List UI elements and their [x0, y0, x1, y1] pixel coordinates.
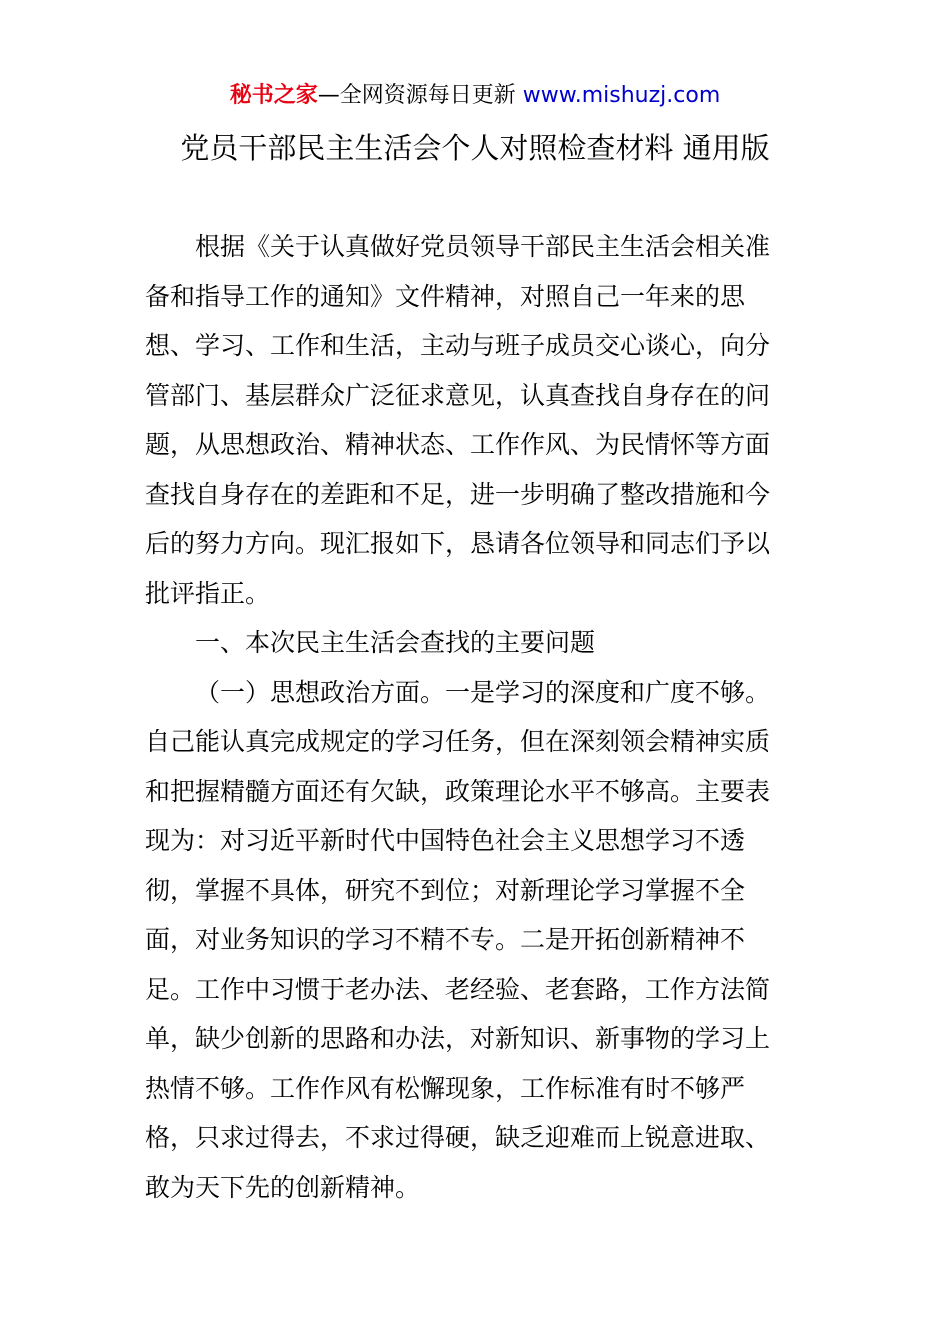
paragraph-line: 题，从思想政治、精神状态、工作作风、为民情怀等方面 [145, 430, 771, 459]
paragraph-line: 彻，掌握不具体，研究不到位；对新理论学习掌握不全 [145, 875, 746, 905]
brand-name: 秘书之家 [229, 83, 318, 108]
paragraph-line: 现为：对习近平新时代中国特色社会主义思想学习不透 [145, 826, 746, 855]
paragraph-line: 批评指正。 [145, 578, 271, 608]
paragraph-line: 敢为天下先的创新精神。 [145, 1172, 421, 1202]
paragraph-line: 自己能认真完成规定的学习任务，但在深刻领会精神实质 [145, 727, 771, 756]
paragraph-line: 管部门、基层群众广泛征求意见，认真查找自身存在的问 [145, 380, 771, 410]
document-body [145, 222, 815, 1212]
paragraph-line: 单，缺少创新的思路和办法，对新知识、新事物的学习上 [145, 1024, 771, 1053]
paragraph-line: 和把握精髓方面还有欠缺，政策理论水平不够高。主要表 [145, 776, 771, 806]
section-heading: 一、本次民主生活会查找的主要问题 [195, 628, 596, 657]
paragraph-line: 足。工作中习惯于老办法、老经验、老套路，工作方法简 [145, 974, 771, 1004]
paragraph-line: 后的努力方向。现汇报如下，恳请各位领导和同志们予以 [145, 529, 771, 558]
site-url-link[interactable]: www.mishuzj.com [522, 83, 721, 108]
paragraph-line: 备和指导工作的通知》文件精神，对照自己一年来的思 [145, 281, 746, 311]
paragraph-line: 想、学习、工作和生活，主动与班子成员交心谈心，向分 [145, 331, 771, 360]
site-header [0, 80, 950, 112]
document-title: 党员干部民主生活会个人对照检查材料 通用版 [180, 131, 770, 165]
paragraph-line: 根据《关于认真做好党员领导干部民主生活会相关准 [195, 232, 771, 261]
paragraph-line: 查找自身存在的差距和不足，进一步明确了整改措施和今 [145, 479, 771, 509]
paragraph-line: 热情不够。工作作风有松懈现象，工作标准有时不够严 [145, 1073, 746, 1103]
header-tagline: —全网资源每日更新 [317, 83, 516, 108]
paragraph-line: （一）思想政治方面。一是学习的深度和广度不够。 [195, 677, 771, 707]
paragraph-line: 格，只求过得去，不求过得硬，缺乏迎难而上锐意进取、 [145, 1123, 771, 1152]
paragraph-line: 面，对业务知识的学习不精不专。二是开拓创新精神不 [145, 925, 746, 954]
